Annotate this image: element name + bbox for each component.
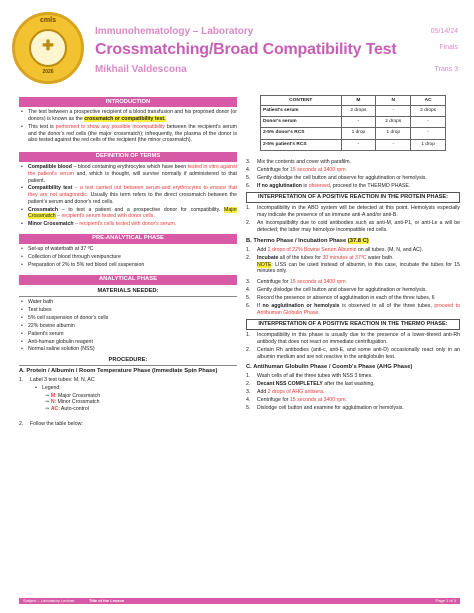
list-item: 2. Follow the table below: [19,420,83,427]
table-row [261,117,446,128]
table-cell: 2 drops [341,106,376,117]
list-item: 1. Incompatibility in the ABO system will be detected at this point. Hemolysis especially may indicate the presence of an immune anti-A and/or anti-B. [246,205,460,219]
list-item: 1. Wash cells of all the three tubes with NSS 3 times. [246,372,373,379]
table-cell: 2 drops [411,106,446,117]
author-name: Mikhail Valdescona [95,64,187,75]
list-item: 4. Centrifuge for 15 seconds at 3400 rpm. [246,396,347,403]
list-item: • This test is performed to show any possible incompatibility between the recipient's serum and the donor's red cells (the major crossmatch); infrequently, the plasma of the donor is also tested against the red cells of the recipient (the minor crossmatch). [19,124,237,144]
list-item: • Preparation of 2% to 5% red blood cell suspension [19,262,237,269]
section-b-heading: B. Thermo Phase / Incubation Phase (37.8 C) [246,238,369,245]
section-a-heading: A. Protein / Albumin / Room Temperature Phase (Immediate Spin Phase) [19,368,218,375]
materials-heading: MATERIALS NEEDED: [19,287,237,297]
table-cell: 2-5% donor's RCS [261,128,342,139]
table-cell: 1 drop [411,139,446,150]
table-cell: - [341,117,376,128]
interp-protein-heading: INTERPRETATION OF A POSITIVE REACTION IN THE PROTEIN PHASE: [246,192,460,203]
procedure-a-steps-right [246,159,460,190]
materials-list [19,299,237,353]
page-footer [19,598,460,604]
list-item: 1. Incompatibility in this phase is usually due to the presence of a lower-titered anti-Rh antibody that does not react on immediate centrifugation. [246,332,460,345]
list-item: • Collection of blood through venipuncture [19,254,237,261]
list-item: • Normal saline solution (NSS) [19,346,237,353]
list-item: 2. Incubate all of the tubes for 30 minutes at 37ºC water bath. NOTE: LISS can be used instead of albumin, in this case, incubate the tubes for 15 minutes only. [246,254,460,275]
legend-entry-m: ⇒ M: Major Crossmatch [45,392,101,399]
intro-list [19,109,237,143]
right-column [246,95,460,413]
list-item: • Compatibility test – a test carried out between serum-and erythrocytes to ensure that they are not antagonistic. Usually this term refers to the direct crossmatch between the patient's serum and donor's red cells. [19,185,237,205]
list-item: 4. Gently dislodge the cell button and observe for agglutination or hemolysis. [246,286,427,293]
table-cell: - [376,106,411,117]
procedure-heading: PROCEDURE: [19,356,237,366]
table-cell: - [376,139,411,150]
list-item: 6. If no agglutination is observed, proceed to the THERMO PHASE. [246,182,411,189]
terms-list [19,164,237,227]
procedure-a-steps [19,377,237,384]
table-cell: Donor's serum [261,117,342,128]
list-item: • 22% bovine albumin [19,323,237,330]
document-title: Crossmatching/Broad Compatibility Test [95,41,397,58]
table-header: N [376,96,411,106]
section-bar-analytical: ANALYTICAL PHASE [19,275,237,285]
list-item: 2. Decant NSS COMPLETELY after the last washing. [246,380,375,387]
list-item: 1. Add 2 drops of 22% Bovine Serum Albumin on all tubes. (M, N, and AC). [246,246,424,253]
list-item: • Test tubes [19,307,237,314]
table-header: CONTENT [261,96,342,106]
table-row [261,139,446,150]
section-bar-pre-analytical: PRE-ANALYTICAL PHASE [19,234,237,244]
trans-label: Trans 3 [434,66,458,73]
list-item: • Minor Crossmatch – recipient's cells tested with donor's serum. [19,221,237,228]
list-item: • Compatible blood – blood containing erythrocytes which have been tested in vitro against the patient's serum and, which is thought, will survive normally if administered to that patient. [19,164,237,184]
list-item: 5. Gently dislodge the cell button and observe for agglutination or hemolysis. [246,174,427,181]
table-cell: - [341,139,376,150]
legend-entry-ac: ⇒ AC: Auto-control [45,406,89,413]
list-item: • Water bath [19,299,237,306]
table-cell: 2-5% patient's RCS [261,139,342,150]
list-item: 1. Label 3 test tubes: M, N, AC [19,376,95,383]
left-column [19,95,237,429]
logo-text-top: cmls [40,17,56,24]
list-item: • Legend: [33,385,237,392]
interp-thermo-list [246,332,460,360]
interp-thermo-heading: INTERPRETATION OF A POSITIVE REACTION IN THE THERMO PHASE: [246,319,460,330]
table-cell: Patient's serum [261,106,342,117]
ahg-steps [246,373,460,412]
list-item: 5. Record the presence or absence of agglutination in each of the three tubes, 6 [246,294,435,301]
footer-lesson-title: Title of the Lesson [89,598,125,603]
list-item: • 5% cell suspension of donor's cells [19,315,237,322]
list-item: • Patient's serum [19,331,237,338]
arrow-right-icon: ⇒ [45,406,50,413]
list-item: • The test between a prospective recipient of a blood transfusion and his proposed donor (or donors) is known as the crossmatch or compatibility test. [19,109,237,122]
table-cell: 2 drops [376,117,411,128]
logo-text-bottom: 2026 [42,69,54,75]
page-header [0,0,474,90]
footer-subject: Subject – Laboratory Lecture [23,598,75,603]
list-item: 3. Centrifuge for 15 seconds at 3400 rpm. [246,278,347,285]
list-item: 2. An incompatibility due to cold antibodies such as anti-M, anti-P1, or anti-Le a will be detected; the latter may hemolyze incompatible red cells. [246,220,460,233]
table-cell: 1 drop [341,128,376,139]
table-row [261,106,446,117]
thermo-steps [246,247,460,316]
preanalytical-list [19,246,237,268]
footer-page-number: Page 1 of 3 [435,598,456,603]
logo-emblem [29,29,67,67]
list-item: • Crossmatch – to test a patient and a prospective donor for compatibility. Major Crossmatch – recipient's serum tested with donor cells. [19,207,237,220]
school-logo [12,12,84,84]
section-bar-introduction: INTRODUCTION [19,97,237,107]
list-item: 3. Mix the contents and cover with parafilm. [246,158,351,165]
list-item: • Set-up of waterbath at 37 ºC [19,246,237,253]
legend-list [33,385,237,392]
table-header: M [341,96,376,106]
list-item: 5. Dislodge cell button and examine for agglutination or hemolysis. [246,404,404,411]
table-row [261,128,446,139]
table-cell: - [411,128,446,139]
table-cell: 1 drop [376,128,411,139]
table-header-row [261,96,446,106]
course-subtitle: Immunohematology – Laboratory [95,26,254,37]
list-item: • Anti-human globulin reagent [19,339,237,346]
table-header: AC [411,96,446,106]
list-item: 4. Centrifuge for 15 seconds at 3400 rpm. [246,166,347,173]
procedure-a-steps-cont [19,421,237,428]
legend-entries [45,393,237,413]
interp-protein-list [246,205,460,233]
cross-icon: ✚ [42,37,54,53]
crossmatch-table [260,95,446,151]
arrow-right-icon: ⇒ [45,399,50,406]
legend-entry-n: ⇒ N: Minor Crossmatch [45,399,100,406]
section-bar-definition-of-terms: DEFINITION OF TERMS [19,152,237,162]
term-label: Finals [439,44,458,51]
list-item: 2. Certain Rh antibodies (anti-c, anti-E, and some anti-D) occasionally react only in an albumin medium and are not reactive in the antiglobulin test. [246,346,460,360]
arrow-right-icon: ⇒ [45,392,50,399]
document-date: 05/14/24 [430,28,458,35]
table-cell: - [411,117,446,128]
section-c-heading: C. Antihuman Globulin Phase / Coomb's Phase (AHG Phase) [246,364,413,371]
list-item: 3. Add 2 drops of AHG antisera. [246,388,325,395]
list-item: 6. If no agglutination or hemolysis is observed in all of the three tubes, proceed to Antihuman Globulin Phase. [246,302,460,316]
